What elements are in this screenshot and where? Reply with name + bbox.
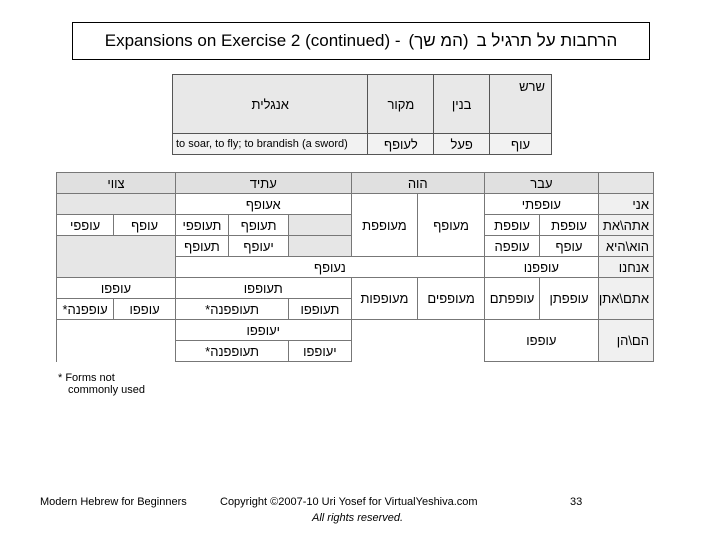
future-hi: תעופף — [175, 236, 228, 257]
person-ani: אני — [598, 194, 653, 215]
footnote-line1: * Forms not — [58, 372, 115, 384]
imperative-atem: עופפו — [57, 278, 176, 299]
imperative-hem-empty — [57, 320, 176, 362]
past-anachnu: עופפנו — [484, 257, 598, 278]
root-table — [172, 74, 552, 155]
tense-header-blank — [598, 173, 653, 194]
person-atem-aten: אתם\אתן — [598, 278, 653, 320]
past-atem: עופפתם — [484, 278, 539, 320]
title-hebrew: הרחבות על תרגיל ב — [476, 31, 618, 50]
future-atem: תעופפו — [175, 278, 351, 299]
value-infinitive: לעופף — [368, 134, 434, 155]
future-hen-a: יעופפו — [289, 341, 351, 362]
past-aten: עופפתן — [540, 278, 599, 320]
person-anachnu: אנחנו — [598, 257, 653, 278]
future-at: תעופפי — [175, 215, 228, 236]
footer-copyright: Copyright ©2007-10 Uri Yosef for VirtualYeshiva.com — [220, 496, 478, 508]
future-hen-b: תעופפנה* — [175, 341, 288, 362]
tense-imperative: צווי — [57, 173, 176, 194]
footer-rights: All rights reserved. — [312, 512, 404, 524]
value-root: עוף — [490, 134, 552, 155]
tense-present: הוה — [351, 173, 484, 194]
past-hem: עופפו — [484, 320, 598, 362]
future-hu-blank — [289, 236, 351, 257]
past-ani: עופפתי — [484, 194, 598, 215]
person-hu-hi: הוא\היא — [598, 236, 653, 257]
imperative-at: עופפי — [57, 215, 114, 236]
past-at: עופפת — [484, 215, 539, 236]
header-binyan: בנין — [434, 75, 490, 134]
present-mp: מעופפים — [418, 278, 485, 320]
future-aten-a: תעופפו — [289, 299, 351, 320]
future-hu: יעופף — [228, 236, 288, 257]
past-ata: עופפת — [540, 215, 599, 236]
present-ms: מעופף — [418, 194, 485, 257]
header-root: שרש — [490, 75, 552, 134]
imperative-ata: עופף — [114, 215, 176, 236]
value-binyan: פעל — [434, 134, 490, 155]
title-english: Expansions on Exercise 2 (continued) - — [104, 31, 401, 50]
header-infinitive: מקור — [368, 75, 434, 134]
title-hebrew-paren: (המ שך) — [408, 31, 469, 50]
footnote — [58, 372, 145, 396]
person-hem-hen: הם\הן — [598, 320, 653, 362]
conjugation-table — [56, 172, 654, 362]
past-hi: עופפה — [484, 236, 539, 257]
imperative-aten-b: עופפנה* — [57, 299, 114, 320]
future-hem: יעופפו — [175, 320, 351, 341]
future-ata-blank — [289, 215, 351, 236]
future-ani: אעופף — [175, 194, 351, 215]
present-fp: מעופפות — [351, 278, 418, 320]
tense-past: עבר — [484, 173, 598, 194]
past-hu: עופף — [540, 236, 599, 257]
page-number: 33 — [570, 496, 583, 508]
future-aten-b: תעופפנה* — [175, 299, 288, 320]
footnote-line2: commonly used — [68, 384, 146, 396]
person-ata-at: אתה\את — [598, 215, 653, 236]
value-english: to soar, to fly; to brandish (a sword) — [173, 134, 368, 155]
footer-book: Modern Hebrew for Beginners — [40, 496, 187, 508]
header-english: אנגלית — [173, 75, 368, 134]
future-ata: תעופף — [228, 215, 288, 236]
imperative-hu-empty — [57, 236, 176, 278]
imperative-ani-empty — [57, 194, 176, 215]
tense-future: עתיד — [175, 173, 351, 194]
imperative-aten-a: עופפו — [114, 299, 176, 320]
present-fs: מעופפת — [351, 194, 418, 257]
future-anachnu: נעופף — [175, 257, 484, 278]
slide-title — [72, 22, 650, 60]
present-hem-empty — [351, 320, 484, 362]
